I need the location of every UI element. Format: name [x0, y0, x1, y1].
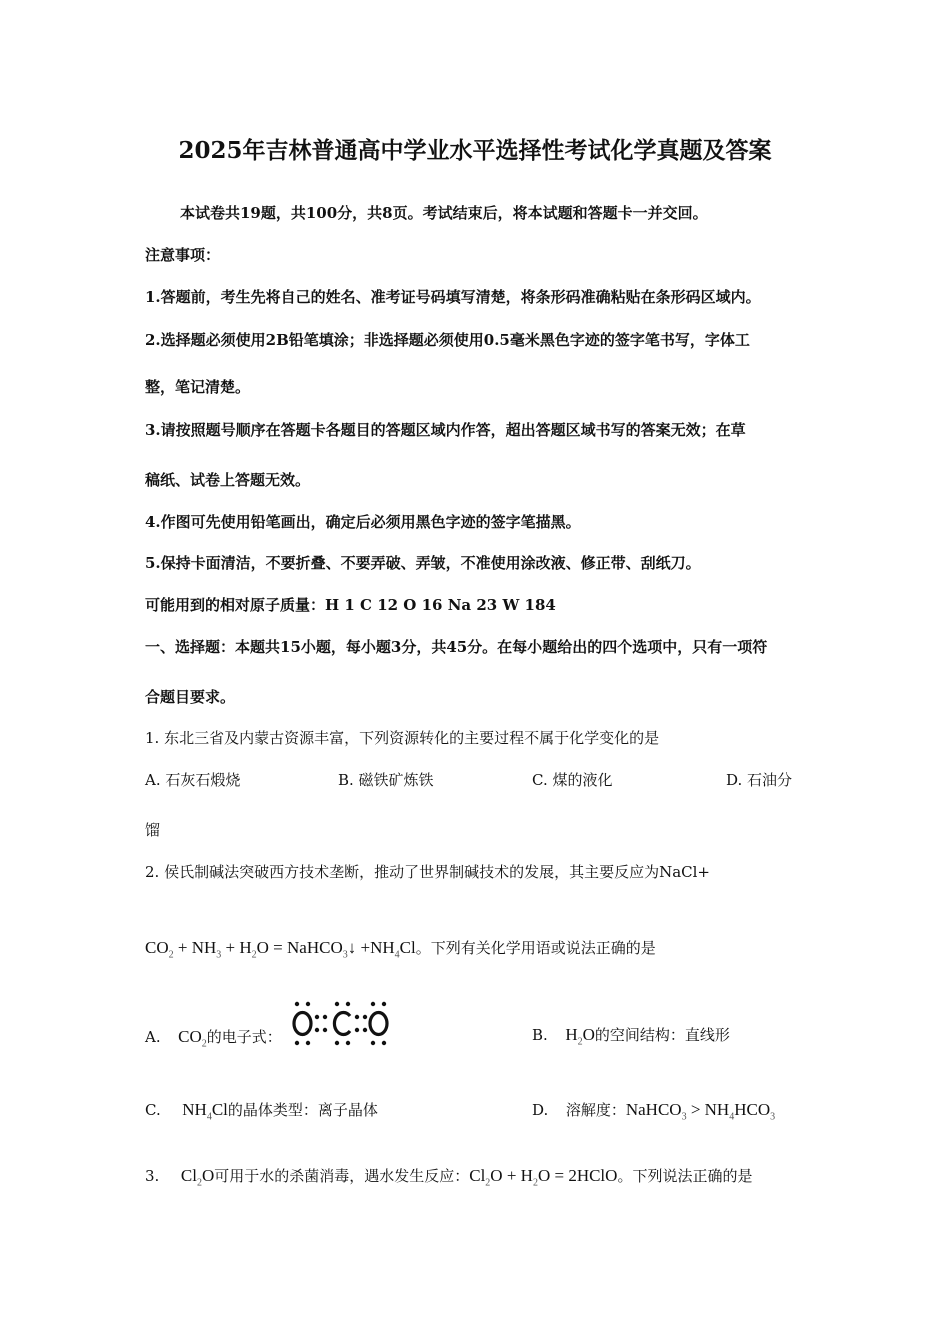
note-3-cont: 稿纸、试卷上答题无效。 — [145, 471, 311, 489]
q2-option-a-text: 的电子式： — [206, 1028, 282, 1046]
q2-option-a-formula: $CO_2$ — [178, 1027, 207, 1050]
q1-option-b: B. 磁铁矿炼铁 — [338, 771, 434, 789]
q2-option-b-formula: $H_2O$ — [565, 1025, 595, 1048]
note-2: 2.选择题必须使用2B铅笔填涂；非选择题必须使用0.5毫米黑色字迹的签字笔书写，字体工 — [145, 331, 750, 349]
q2-option-c-label: C. — [145, 1101, 161, 1119]
note-3: 3.请按照题号顺序在答题卡各题目的答题区域内作答，超出答题区域书写的答案无效；在草 — [145, 421, 746, 439]
q3-text-1: 可用于水的杀菌消毒，遇水发生反应： — [214, 1167, 470, 1185]
co2-lewis-structure — [291, 1000, 391, 1048]
q3-formula-cl2o: $Cl_2O$ — [180, 1166, 215, 1189]
section-1-heading: 一、选择题：本题共15小题，每小题3分，共45分。在每小题给出的四个选项中，只有一项符 — [145, 638, 768, 656]
q1-option-d: D. 石油分 — [726, 771, 793, 789]
note-1: 1.答题前，考生先将自己的姓名、准考证号码填写清楚，将条形码准确粘贴在条形码区域内。 — [145, 288, 761, 306]
page-title: 2025年吉林普通高中学业水平选择性考试化学真题及答案 — [178, 137, 772, 164]
q2-option-b — [532, 1025, 730, 1052]
q1-option-c: C. 煤的液化 — [532, 771, 613, 789]
q2-equation-tail: 。下列有关化学用语或说法正确的是 — [415, 939, 656, 957]
q2-option-c-formula: $NH_4Cl$ — [182, 1100, 228, 1123]
q3-reaction-equation: $Cl_2O + H_2O$ = 2HClO — [469, 1166, 618, 1189]
q3-stem — [145, 1166, 752, 1193]
atomic-mass-line: 可能用到的相对原子质量：H 1 C 12 O 16 Na 23 W 184 — [145, 596, 556, 614]
q2-option-d — [532, 1100, 775, 1127]
q2-option-d-formula: NaHCO$_3$ > $NH_4HCO_3$ — [625, 1100, 776, 1123]
q1-option-d-cont: 馏 — [145, 821, 161, 839]
q2-stem: 2. 侯氏制碱法突破西方技术垄断，推动了世界制碱技术的发展，其主要反应为NaCl+ — [145, 863, 710, 881]
q2-option-d-text: 溶解度： — [565, 1101, 626, 1119]
note-4: 4.作图可先使用铅笔画出，确定后必须用黑色字迹的签字笔描黑。 — [145, 513, 581, 531]
q2-option-a-label: A. — [145, 1028, 161, 1046]
q2-option-b-text: 的空间结构：直线形 — [594, 1026, 730, 1044]
note-5: 5.保持卡面清洁，不要折叠、不要弄破、弄皱，不准使用涂改液、修正带、刮纸刀。 — [145, 554, 701, 572]
q2-equation-line — [145, 938, 656, 965]
q3-label: 3. — [145, 1167, 160, 1185]
q2-option-a — [145, 1027, 282, 1054]
q2-reaction-equation: $CO_2 + NH_3 + H_2O$ = NaHCO$_3$↓ $+NH_4Cl$ — [145, 938, 416, 961]
notice-heading: 注意事项： — [145, 246, 221, 264]
q2-option-b-label: B. — [532, 1026, 548, 1044]
q2-option-c-text: 的晶体类型：离子晶体 — [227, 1101, 378, 1119]
q1-option-a: A. 石灰石煅烧 — [145, 771, 241, 789]
q2-option-c — [145, 1100, 378, 1127]
note-2-cont: 整，笔记清楚。 — [145, 378, 251, 396]
q2-option-d-label: D. — [532, 1101, 549, 1119]
q3-text-2: 。下列说法正确的是 — [617, 1167, 753, 1185]
intro-text: 本试卷共19题，共100分，共8页。考试结束后，将本试题和答题卡一并交回。 — [180, 204, 708, 222]
section-1-heading-cont: 合题目要求。 — [145, 688, 236, 706]
q1-stem: 1. 东北三省及内蒙古资源丰富，下列资源转化的主要过程不属于化学变化的是 — [145, 729, 660, 747]
